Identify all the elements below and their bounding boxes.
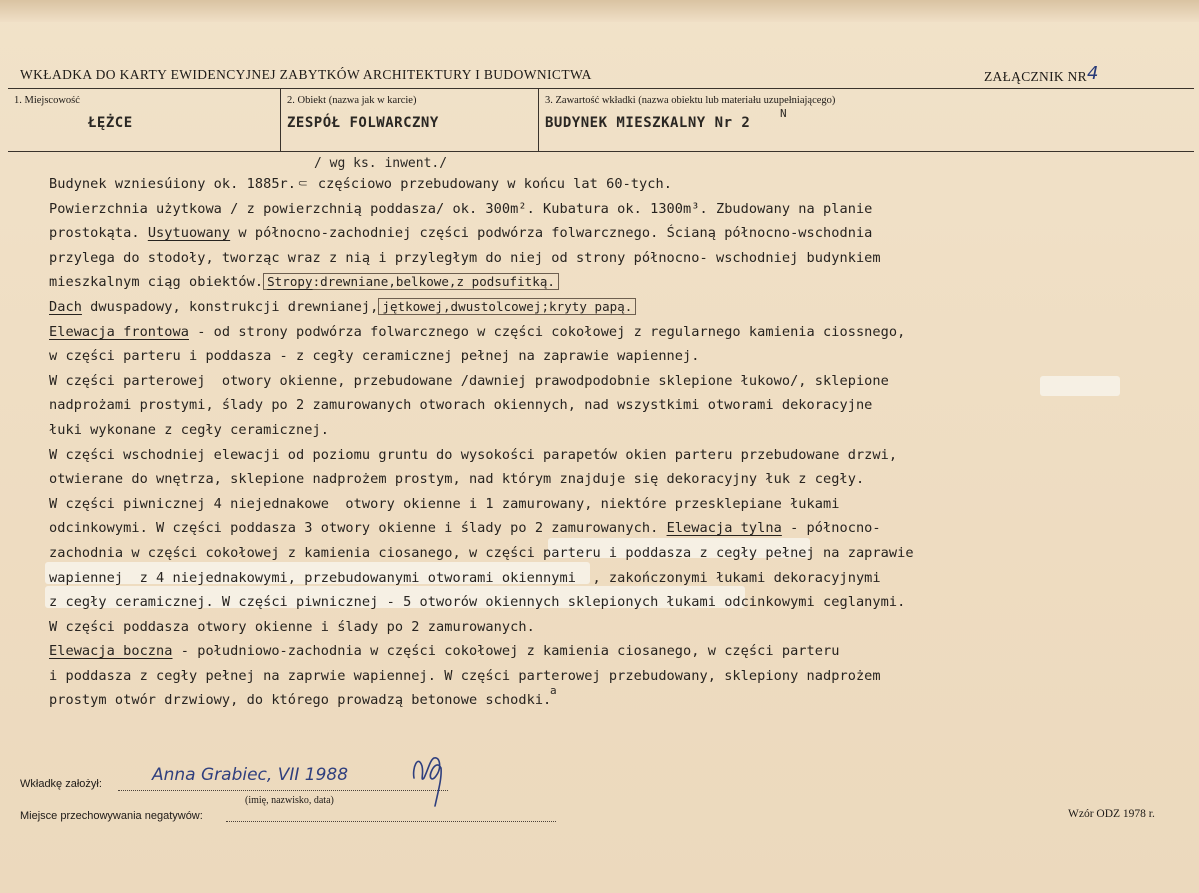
negatives-dotted-line [226, 821, 556, 822]
text-line: wapiennej z 4 niejednakowymi, przebudowanymi otworami okiennymi , zakończonymi łukami dekoracyjnymi [49, 569, 881, 586]
text-line: w części parteru i poddasza - z cegły ceramicznej pełnej na zaprawie wapiennej. [49, 348, 700, 365]
stamped-insert [263, 273, 559, 290]
header-fields-table [8, 88, 1194, 152]
underlined-term: Elewacja frontowa [49, 323, 189, 340]
text-run: - od strony podwórza folwarcznego w części cokołowej z regularnego kamienia ciossnego, [188, 323, 906, 340]
author-signature: Anna Grabiec, VII 1988 [152, 765, 349, 785]
text-line: z cegły ceramicznej. W części piwnicznej - 5 otworów okiennych sklepionych łukami odcinkowymi ceglanymi. [49, 594, 906, 611]
text-line: W części poddasza otwory okienne i ślady po 2 zamurowanych. [49, 618, 535, 635]
author-label: Wkładkę założył: [20, 778, 102, 790]
annex-number: 4 [1086, 63, 1099, 84]
underlined-term: Dach [49, 298, 82, 315]
text-run: mieszkalnym ciąg obiektów. [49, 274, 264, 291]
text-line: zachodnia w części cokołowej z kamienia ciosanego, w części parteru i poddasza z cegły pełnej na zaprawie [49, 544, 914, 561]
stamped-insert: jętkowej,dwustolcowej;kryty papą. [378, 298, 636, 315]
text-line: W części wschodniej elewacji od poziomu gruntu do wysokości parapetów okien parteru przebudowane drzwi, [49, 446, 898, 463]
field-locality [8, 89, 280, 151]
field-value: ZESPÓŁ FOLWARCZNY [287, 115, 439, 131]
form-title: WKŁADKA DO KARTY EWIDENCYJNEJ ZABYTKÓW ARCHITEKTURY I BUDOWNICTWA [20, 67, 592, 82]
signature-initials-icon [408, 748, 452, 810]
text-run: - południowo-zachodnia w części cokołowej z kamienia ciosanego, w części parteru [172, 643, 840, 660]
field-label: 3. Zawartość wkładki (nazwa obiektu lub materiału uzupełniającego) [545, 95, 836, 106]
text-line: W części piwnicznej 4 niejednakowe otwory okienne i 1 zamurowany, niektóre przesklepiane łukami [49, 495, 840, 512]
text-line: łuki wykonane z cegły ceramicznej. [49, 421, 329, 438]
text-line: i poddasza z cegły pełnej na zaprwie wapiennej. W części parterowej przebudowany, sklepiony nadprożem [49, 667, 881, 684]
underlined-term: Elewacja boczna [49, 643, 173, 660]
text-run: :drewniane,belkowe,z podsufitką. [312, 274, 555, 290]
text-run: w północno-zachodniej części podwórza folwarcznego. Ścianą północno-wschodnia [230, 225, 873, 242]
underlined-term: Usytuowany [147, 225, 231, 242]
text-run: dwuspadowy, konstrukcji drewnianej, [81, 298, 379, 315]
field-value: ŁĘŻCE [88, 115, 133, 131]
field-object [280, 89, 539, 151]
field-value-text: BUDYNEK MIESZKALNY Nr 2 [545, 115, 751, 131]
text-line [49, 295, 1169, 320]
text-insertion: / wg ks. inwent./ [314, 156, 448, 171]
field-contents [538, 89, 1195, 151]
underlined-term: Stropy [267, 274, 313, 290]
text-line: W części parterowej otwory okienne, przebudowane /dawniej prawodpodobnie sklepione łukowo/, sklepione [49, 372, 889, 389]
text-line [49, 270, 1169, 295]
text-line: Powierzchnia użytkowa / z powierzchnią poddasza/ ok. 300m². Kubatura ok. 1300m³. Zbudowany na planie [49, 200, 873, 217]
text-line [49, 221, 1169, 246]
text-line [49, 516, 1169, 541]
description-text [49, 172, 1169, 713]
annex-label-text: ZAŁĄCZNIK NR [984, 69, 1087, 84]
text-run: - północno- [781, 520, 881, 537]
text-run: prostokąta. [49, 225, 148, 242]
author-caption: (imię, nazwisko, data) [245, 795, 334, 806]
text-line: otwierane do wnętrza, sklepione nadprożem prostym, nad którym znajduje się dekoracyjny łuk z cegły. [49, 471, 865, 488]
annex-label [984, 65, 1099, 86]
underlined-term: Elewacja tylna [666, 520, 782, 537]
field-value [545, 107, 788, 131]
template-label: Wzór ODZ 1978 r. [1068, 808, 1155, 820]
card-top-edge [0, 0, 1199, 22]
text-line: przylega do stodoły, tworząc wraz z nią i przyległym do niej od strony północno- wschodniej budynkiem [49, 249, 881, 266]
text-line [49, 320, 1169, 345]
text-line: prostym otwór drzwiowy, do którego prowadzą betonowe schodki. [49, 692, 552, 709]
field-label: 2. Obiekt (nazwa jak w karcie) [287, 95, 417, 106]
text-line: nadprożami prostymi, ślady po 2 zamurowanych otworach okiennych, nad wszystkimi otworami dekoracyjne [49, 397, 873, 414]
text-insertion: a [550, 684, 557, 697]
author-dotted-line [118, 790, 448, 791]
negatives-label: Miejsce przechowywania negatywów: [20, 810, 203, 822]
text-run: odcinkowymi. W części poddasza 3 otwory okienne i ślady po 2 zamurowanych. [49, 520, 667, 537]
text-line [49, 639, 1169, 664]
field-label: 1. Miejscowość [14, 95, 80, 106]
nr-correction: N [780, 107, 788, 120]
text-line: Budynek wzniesúiony ok. 1885r.⸦ częściowo przebudowany w końcu lat 60-tych. [49, 176, 672, 192]
